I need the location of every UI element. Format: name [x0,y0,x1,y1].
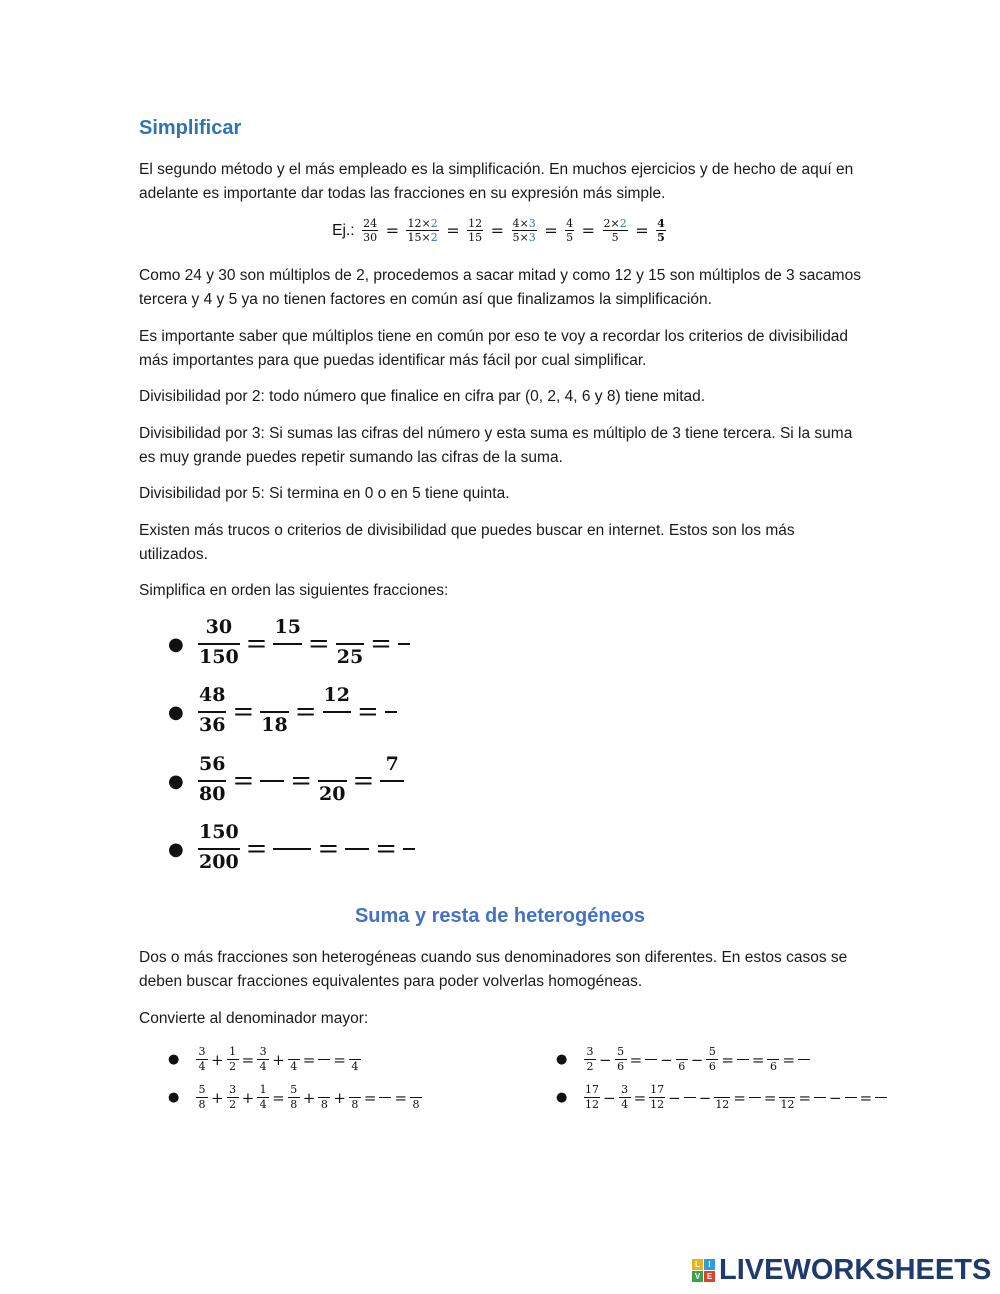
paragraph-more-tricks: Existen más trucos o criterios de divisibilidad que puedes buscar en internet. Estos son los más utilizados. [139,522,795,563]
paragraph-explanation: Como 24 y 30 son múltiplos de 2, procedemos a sacar mitad y como 12 y 15 son múltiplos de 3 sacamos tercera y 4 y 5 ya no tienen factores en común así que finalizamos la simplificación. [139,267,861,308]
answer-blank[interactable] [262,686,286,708]
fraction-2x2-5: $\frac{2\times 2}{5}$ [603,217,627,244]
answer-blank[interactable] [737,1061,749,1073]
example-label: Ej.: [332,221,355,239]
section-title-suma-resta: Suma y resta de heterogéneos [354,905,646,927]
equals-sign: = [385,221,399,240]
answer-blank[interactable] [325,716,349,738]
fraction-4-5: $\frac{4}{5}$ [566,217,574,244]
answer-blank[interactable] [398,648,410,670]
fraction-12x2-15x2: $\frac{12\times 2}{15\times 2}$ [407,217,438,244]
equals-sign: = [544,221,558,240]
answer-blank[interactable] [385,716,397,738]
answer-blank[interactable] [798,1061,810,1073]
answer-blank[interactable] [403,823,415,845]
answer-blank[interactable] [318,1084,330,1096]
answer-blank[interactable] [814,1084,826,1096]
exercise-row-2: ● $\frac{48}{36}$ = 18 = 12 = [168,686,399,738]
answer-blank[interactable] [749,1084,761,1096]
answer-blank[interactable] [875,1084,887,1096]
paragraph-divisibility-2: Divisibilidad por 2: todo número que finalice en cifra par (0, 2, 4, 6 y 8) tiene mitad. [139,388,706,405]
exercise-row-4: ● $\frac{150}{200}$ = = = [168,823,417,875]
answer-blank[interactable] [379,1099,391,1111]
bullet-icon: ● [556,1090,568,1105]
answer-blank[interactable] [320,755,344,777]
logo-text: LIVEWORKSHEETS [719,1254,992,1286]
bullet-icon: ● [168,1052,180,1067]
paragraph-convert-instruction: Convierte al denominador mayor: [139,1010,369,1027]
answer-blank[interactable] [288,1046,300,1058]
bullet-icon: ● [168,770,184,792]
left-exercise-row-1: ● $\frac{3}{4}$ + $\frac{1}{2}$ = $\frac{3}{4}$ + 4 = = 4 [168,1046,363,1073]
equals-sign: = [446,221,460,240]
answer-blank[interactable] [845,1099,857,1111]
section-title-simplificar: Simplificar [139,117,242,139]
answer-blank[interactable] [676,1046,688,1058]
answer-blank[interactable] [875,1099,887,1111]
left-exercise-row-2: ● $\frac{5}{8}$ + $\frac{3}{2}$ + $\frac{1}{4}$ = $\frac{5}{8}$ + 8 + 8 = = 8 [168,1084,424,1111]
answer-blank[interactable] [645,1046,657,1058]
answer-blank[interactable] [345,823,369,845]
answer-blank[interactable] [398,618,410,640]
paragraph-divisibility-3: Divisibilidad por 3: Si sumas las cifras del número y esta suma es múltiplo de 3 tiene tercera. Si la suma es muy grande puedes repetir sumando las cifras de la suma. [139,425,853,466]
fraction-12-15: $\frac{12}{15}$ [468,217,483,244]
fraction-4x3-5x3: $\frac{4\times 3}{5\times 3}$ [512,217,536,244]
equals-sign: = [581,221,596,240]
answer-blank[interactable] [349,1046,361,1058]
answer-blank[interactable] [318,1061,330,1073]
bullet-icon: ● [168,701,184,723]
logo-icon: L I V E [692,1259,715,1282]
exercise-row-3: ● $\frac{56}{80}$ = = 20 = 7 [168,755,406,807]
answer-blank[interactable] [260,785,284,807]
equals-sign: = [490,221,505,240]
answer-blank[interactable] [380,785,404,807]
answer-blank[interactable] [338,618,362,640]
answer-blank[interactable] [645,1061,657,1073]
answer-blank[interactable] [845,1084,857,1096]
answer-blank[interactable] [781,1084,793,1096]
paragraph-instruction: Simplifica en orden las siguientes fracciones: [139,582,449,599]
answer-blank[interactable] [798,1046,810,1058]
paragraph-criteria-intro: Es importante saber que múltiplos tiene en común por eso te voy a recordar los criterios de divisibilidad más importantes para que puedas identificar más fácil por cual simplificar. [139,328,849,369]
answer-blank[interactable] [737,1046,749,1058]
answer-blank[interactable] [276,648,300,670]
exercise-row-1: ● $\frac{30}{150}$ = 15 = 25 = [168,618,412,670]
answer-blank[interactable] [273,853,311,875]
paragraph-intro: El segundo método y el más empleado es la simplificación. En muchos ejercicios y de hecho de aquí en adelante es importante dar todas las fracciones en su expresión más simple. [139,161,854,202]
answer-blank[interactable] [318,1046,330,1058]
right-exercise-row-2: ● $\frac{17}{12}$ − $\frac{3}{4}$ = $\frac{17}{12}$ − − 12 = = 12 = − = [556,1084,889,1111]
answer-blank[interactable] [749,1099,761,1111]
answer-blank[interactable] [410,1084,422,1096]
answer-blank[interactable] [379,1084,391,1096]
equals-sign: = [635,221,649,240]
answer-blank[interactable] [385,686,397,708]
liveworksheets-logo[interactable] [692,1254,991,1287]
bullet-icon: ● [168,1090,180,1105]
example-simplification [0,218,1000,243]
answer-blank[interactable] [684,1084,696,1096]
bullet-icon: ● [168,838,184,860]
fraction-result-4-5: $\frac{4}{5}$ [657,217,665,244]
bullet-icon: ● [168,633,184,655]
answer-blank[interactable] [349,1084,361,1096]
answer-blank[interactable] [273,823,311,845]
answer-blank[interactable] [814,1099,826,1111]
bullet-icon: ● [556,1052,568,1067]
answer-blank[interactable] [767,1046,779,1058]
paragraph-heterogeneous: Dos o más fracciones son heterogéneas cuando sus denominadores son diferentes. En estos casos se deben buscar fracciones equivalentes para poder volverlas homogéneas. [139,949,848,990]
answer-blank[interactable] [716,1084,728,1096]
answer-blank[interactable] [684,1099,696,1111]
paragraph-divisibility-5: Divisibilidad por 5: Si termina en 0 o en 5 tiene quinta. [139,485,510,502]
right-exercise-row-1: ● $\frac{3}{2}$ − $\frac{5}{6}$ = − 6 − $\frac{5}{6}$ = = 6 = [556,1046,812,1073]
answer-blank[interactable] [403,853,415,875]
fraction-24-30: $\frac{24}{30}$ [363,217,378,244]
answer-blank[interactable] [260,755,284,777]
answer-blank[interactable] [345,853,369,875]
